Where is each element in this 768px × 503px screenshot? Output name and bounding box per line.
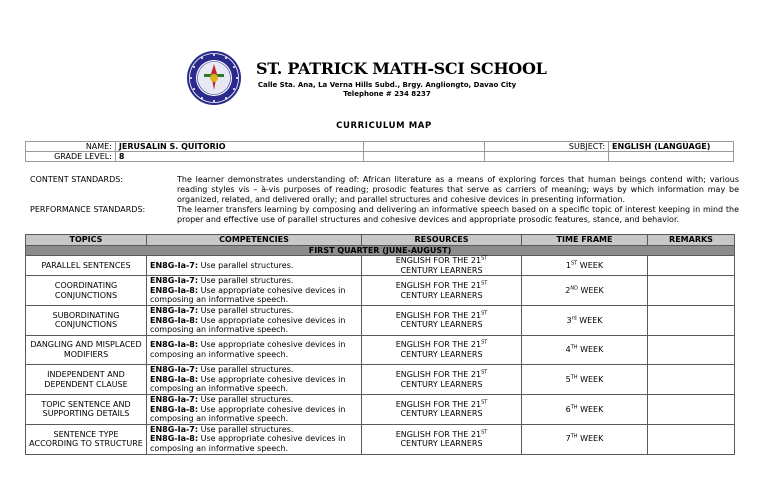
table-row [26, 424, 735, 454]
week-word: WEEK [577, 285, 604, 295]
resource-ordinal: ST [481, 280, 488, 287]
performance-standards-label: PERFORMANCE STANDARDS: [30, 205, 146, 214]
time-frame-cell [522, 305, 648, 335]
week-number: 6 [565, 404, 571, 414]
week-ordinal: TH [570, 433, 578, 440]
competency-text: Use parallel structures. [198, 305, 294, 315]
header-time-frame: TIME FRAME [522, 235, 648, 246]
week-word: WEEK [577, 260, 604, 270]
competency-code: EN8G-Ia-7: [150, 260, 199, 270]
competency-item [150, 306, 358, 316]
table-row [26, 256, 735, 276]
competency-code: EN8G-Ia-7: [150, 276, 199, 286]
time-frame-cell [522, 276, 648, 306]
competency-item [150, 395, 358, 405]
resource-title: ENGLISH FOR THE 21 [395, 370, 482, 380]
resource-cell [362, 276, 522, 306]
competencies-cell [147, 305, 362, 335]
quarter-heading: FIRST QUARTER (JUNE-AUGUST) [26, 246, 735, 256]
week-number: 1 [565, 260, 572, 270]
competency-item [150, 405, 358, 424]
resource-title: ENGLISH FOR THE 21 [395, 256, 482, 265]
topic-cell: DANGLING AND MISPLACED MODIFIERS [26, 335, 147, 365]
name-value: JERUSALIN S. QUITORIO [115, 142, 363, 152]
resource-ordinal: ST [481, 399, 488, 406]
resource-subtitle: CENTURY LEARNERS [400, 379, 483, 389]
resource-subtitle: CENTURY LEARNERS [400, 409, 483, 419]
competency-code: EN8G-Ia-8: [150, 315, 199, 325]
week-word: WEEK [577, 404, 604, 414]
week-ordinal: TH [570, 374, 578, 381]
competency-code: EN8G-Ia-7: [150, 365, 199, 375]
name-label: NAME: [26, 142, 116, 152]
table-row [26, 335, 735, 365]
competency-item [150, 261, 358, 271]
week-number: 7 [565, 434, 571, 444]
info-spacer [609, 152, 734, 162]
table-row [26, 395, 735, 425]
time-frame-cell [522, 395, 648, 425]
competencies-cell [147, 365, 362, 395]
competency-code: EN8G-Ia-8: [150, 434, 199, 444]
resource-subtitle: CENTURY LEARNERS [400, 439, 483, 449]
resource-title: ENGLISH FOR THE 21 [395, 280, 482, 290]
competencies-cell [147, 424, 362, 454]
competency-text: Use parallel structures. [198, 365, 294, 375]
competencies-cell [147, 335, 362, 365]
resource-cell [362, 335, 522, 365]
subject-label: SUBJECT: [485, 142, 609, 152]
remarks-cell [648, 395, 735, 425]
resource-ordinal: ST [481, 255, 488, 262]
resource-cell [362, 395, 522, 425]
resource-cell [362, 365, 522, 395]
competency-item [150, 316, 358, 335]
curriculum-map-table [25, 234, 735, 455]
competency-text: Use parallel structures. [198, 424, 294, 434]
header-competencies: COMPETENCIES [147, 235, 362, 246]
week-word: WEEK [577, 374, 604, 384]
telephone-line: Telephone # 234 8237 [343, 89, 431, 98]
week-ordinal: ND [570, 285, 578, 292]
topic-cell: INDEPENDENT AND DEPENDENT CLAUSE [26, 365, 147, 395]
table-row [26, 276, 735, 306]
remarks-cell [648, 335, 735, 365]
competency-code: EN8G-Ia-7: [150, 424, 199, 434]
competency-text: Use appropriate cohesive devices in composing an informative speech. [150, 434, 346, 453]
competency-text: Use appropriate cohesive devices in composing an informative speech. [150, 315, 346, 335]
week-word: WEEK [577, 345, 604, 355]
resource-ordinal: ST [481, 339, 488, 346]
topic-cell: PARALLEL SENTENCES [26, 256, 147, 276]
resource-cell [362, 424, 522, 454]
competency-text: Use parallel structures. [198, 395, 294, 405]
remarks-cell [648, 256, 735, 276]
header-remarks: REMARKS [648, 235, 735, 246]
competency-item [150, 340, 358, 359]
competency-code: EN8G-Ia-8: [150, 374, 199, 384]
teacher-info-table [25, 141, 734, 162]
resource-subtitle: CENTURY LEARNERS [400, 290, 483, 300]
competency-code: EN8G-Ia-8: [150, 404, 199, 414]
competency-item [150, 286, 358, 305]
competency-item [150, 375, 358, 394]
performance-standards-text: The learner transfers learning by composing and delivering an informative speech based on a specific topic of interest keeping in mind the proper and effective use of parallel structures and cohesive devices and appropriate prosodic features, stance, and behavior. [177, 205, 739, 224]
grade-level-label: GRADE LEVEL: [26, 152, 116, 162]
subject-value: ENGLISH (LANGUAGE) [609, 142, 734, 152]
competency-text: Use parallel structures. [198, 276, 294, 286]
resource-subtitle: CENTURY LEARNERS [400, 265, 483, 275]
topic-cell: COORDINATING CONJUNCTIONS [26, 276, 147, 306]
topic-cell: SUBORDINATING CONJUNCTIONS [26, 305, 147, 335]
topic-cell: SENTENCE TYPE ACCORDING TO STRUCTURE [26, 424, 147, 454]
competency-text: Use appropriate cohesive devices in composing an informative speech. [150, 340, 346, 359]
topic-cell: TOPIC SENTENCE AND SUPPORTING DETAILS [26, 395, 147, 425]
grade-level-value: 8 [115, 152, 363, 162]
week-number: 3 [566, 315, 572, 325]
address-line: Calle Sta. Ana, La Verna Hills Subd., Brgy. Angliongto, Davao City [257, 81, 517, 89]
week-number: 4 [565, 345, 571, 355]
info-spacer [485, 152, 609, 162]
competency-text: Use appropriate cohesive devices in composing an informative speech. [150, 285, 346, 305]
competency-text: Use appropriate cohesive devices in composing an informative speech. [150, 404, 346, 424]
document-title: CURRICULUM MAP [336, 121, 432, 131]
info-spacer [363, 152, 485, 162]
competencies-cell [147, 395, 362, 425]
resource-subtitle: CENTURY LEARNERS [400, 320, 483, 330]
resource-ordinal: ST [481, 310, 488, 317]
week-ordinal: TH [570, 344, 578, 351]
week-ordinal: rd [571, 314, 577, 321]
header-resources: RESOURCES [362, 235, 522, 246]
competency-code: EN8G-Ia-7: [150, 395, 199, 405]
competency-code: EN8G-Ia-8: [150, 340, 199, 350]
table-row [26, 365, 735, 395]
header-topics: TOPICS [26, 235, 147, 246]
resource-cell [362, 256, 522, 276]
competency-text: Use parallel structures. [198, 260, 294, 270]
remarks-cell [648, 365, 735, 395]
resource-title: ENGLISH FOR THE 21 [395, 429, 482, 439]
resource-cell [362, 305, 522, 335]
school-name: ST. PATRICK MATH-SCI SCHOOL [256, 59, 547, 78]
week-number: 2 [565, 285, 571, 295]
competencies-cell [147, 256, 362, 276]
competency-code: EN8G-Ia-8: [150, 285, 199, 295]
table-row [26, 305, 735, 335]
resource-title: ENGLISH FOR THE 21 [395, 399, 482, 409]
school-address [256, 81, 518, 98]
time-frame-cell [522, 256, 648, 276]
remarks-cell [648, 305, 735, 335]
competency-item [150, 434, 358, 453]
remarks-cell [648, 424, 735, 454]
competency-text: Use appropriate cohesive devices in composing an informative speech. [150, 374, 346, 394]
info-spacer [363, 142, 485, 152]
school-seal-logo [186, 50, 242, 106]
time-frame-cell [522, 365, 648, 395]
remarks-cell [648, 276, 735, 306]
week-ordinal: ST [571, 260, 578, 267]
resource-title: ENGLISH FOR THE 21 [395, 310, 482, 320]
resource-ordinal: ST [481, 369, 488, 376]
week-number: 5 [565, 374, 571, 384]
content-standards-label: CONTENT STANDARDS: [30, 175, 124, 184]
resource-ordinal: ST [481, 428, 488, 435]
competency-item [150, 365, 358, 375]
week-ordinal: TH [570, 403, 578, 410]
time-frame-cell [522, 335, 648, 365]
competency-code: EN8G-Ia-7: [150, 305, 199, 315]
competencies-cell [147, 276, 362, 306]
resource-subtitle: CENTURY LEARNERS [400, 350, 483, 359]
week-word: WEEK [576, 315, 603, 325]
time-frame-cell [522, 424, 648, 454]
content-standards-text: The learner demonstrates understanding of: African literature as a means of exploring forces that human beings contend with; various reading styles vis – à-vis purposes of reading; prosodic features that serve as carriers of meaning; ways by which information may be organized, related, and delivered orally; and parallel structures and cohesive devices in presenting information. [177, 175, 739, 204]
competency-item [150, 276, 358, 286]
resource-title: ENGLISH FOR THE 21 [395, 340, 482, 350]
competency-item [150, 425, 358, 435]
week-word: WEEK [577, 434, 604, 444]
